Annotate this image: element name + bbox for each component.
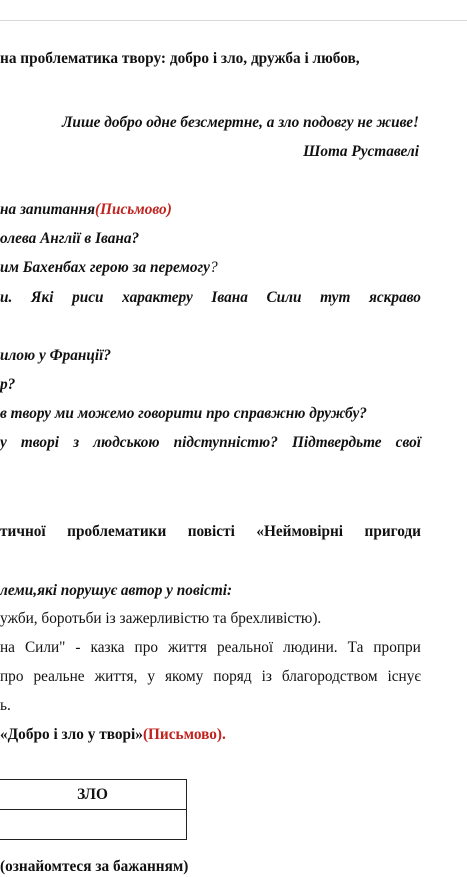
- question-2-mark: ?: [209, 259, 218, 276]
- themes-paragraph-2: [0, 638, 421, 658]
- paragraph-word: існує: [387, 668, 421, 685]
- question-6: в твору ми можемо говорити про справжню дружбу?: [0, 405, 367, 422]
- question-3-word: Івана: [211, 289, 248, 306]
- questions-heading: [0, 200, 172, 220]
- question-7-word: творі: [20, 434, 59, 451]
- section-heading-word: проблематики: [67, 523, 167, 540]
- question-7-word: у: [0, 434, 7, 451]
- paragraph-word: Сили": [24, 639, 66, 656]
- paragraph-word: життя,: [94, 668, 138, 685]
- table-header-zlo: ЗЛО: [0, 780, 187, 810]
- question-2-text: им Бахенбах герою за перемогу: [0, 259, 210, 276]
- table-cell-empty[interactable]: [0, 810, 187, 840]
- paragraph-word: про: [0, 668, 24, 685]
- question-3-word: и.: [0, 289, 13, 306]
- section-heading-word: повісті: [187, 523, 235, 540]
- question-4: илою у Франції?: [0, 347, 112, 364]
- question-3-word: Які: [30, 289, 54, 306]
- bottom-note: (ознайомтеся за бажанням): [0, 858, 189, 875]
- question-3-word: яскраво: [368, 289, 421, 306]
- paragraph-word: життя: [167, 639, 207, 656]
- task-line: [0, 725, 226, 745]
- questions-heading-tag: (Письмово): [95, 201, 172, 218]
- paragraph-word: у: [147, 668, 155, 685]
- paragraph-word: казка: [90, 639, 125, 656]
- questions-heading-text: на запитання: [0, 201, 96, 218]
- paragraph-word: про: [134, 639, 158, 656]
- paragraph-word: Та: [347, 639, 364, 656]
- paragraph-word: благородством: [281, 668, 378, 685]
- epigraph-quote: Лише добро одне безсмертне, а зло подовгу не живе!: [61, 114, 419, 131]
- question-3-word: характеру: [122, 289, 193, 306]
- topic-line: на проблематика твору: добро і зло, дружба і любов,: [0, 50, 360, 67]
- section-heading-word: «Неймовірні: [256, 523, 344, 540]
- question-7-word: з: [73, 434, 80, 451]
- themes-paragraph-3: [0, 667, 421, 687]
- section-heading-word: пригоди: [364, 523, 421, 540]
- paragraph-word: людини.: [283, 639, 338, 656]
- question-7-word: Підтвердьте: [291, 434, 382, 451]
- question-1: олева Англії в Івана?: [0, 230, 140, 247]
- question-7: [0, 433, 421, 453]
- question-7-word: підступністю?: [173, 434, 278, 451]
- section-heading-word: тичної: [0, 523, 46, 540]
- section-heading: [0, 522, 421, 542]
- paragraph-word: поряд: [213, 668, 252, 685]
- question-7-word: людською: [93, 434, 160, 451]
- themes-heading: леми,які порушує автор у повісті:: [0, 582, 233, 599]
- paragraph-word: якому: [164, 668, 204, 685]
- paragraph-word: із: [261, 668, 272, 685]
- task-tag: (Письмово).: [142, 726, 226, 743]
- question-3: [0, 288, 421, 308]
- question-7-word: свої: [395, 434, 421, 451]
- good-evil-table: [0, 779, 187, 840]
- question-5: р?: [0, 376, 16, 393]
- question-3-word: риси: [72, 289, 104, 306]
- paragraph-word: -: [75, 639, 81, 656]
- themes-paragraph-1: ужби, боротьби із зажерливістю та брехливістю).: [0, 610, 322, 627]
- paragraph-word: на: [0, 639, 15, 656]
- epigraph-author: Шота Руставелі: [303, 143, 419, 160]
- question-3-word: Сили: [266, 289, 302, 306]
- paragraph-word: реальної: [216, 639, 274, 656]
- question-2: [0, 258, 218, 278]
- paragraph-word: пропри: [373, 639, 421, 656]
- page-top-bar: [0, 0, 467, 21]
- themes-paragraph-4: ь.: [0, 697, 11, 714]
- question-3-word: тут: [320, 289, 351, 306]
- paragraph-word: реальне: [33, 668, 85, 685]
- task-text: «Добро і зло у творі»: [0, 726, 143, 743]
